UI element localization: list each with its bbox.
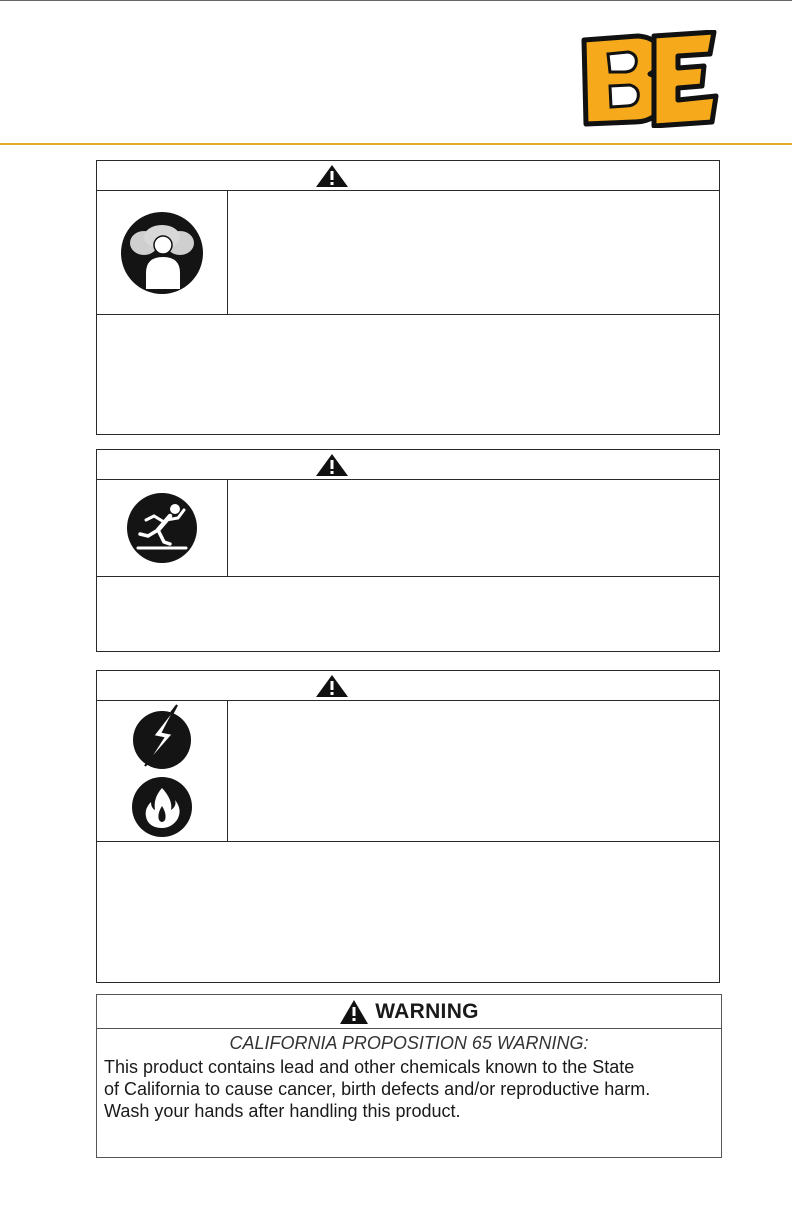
be-logo bbox=[578, 30, 720, 128]
warning-triangle-icon bbox=[315, 164, 349, 188]
warning-box-row bbox=[97, 480, 719, 577]
warning-text-cell bbox=[228, 480, 719, 576]
prop65-header bbox=[97, 995, 721, 1029]
electrical-shock-icon bbox=[131, 704, 193, 770]
slip-hazard-icon bbox=[126, 492, 198, 564]
prop65-subheading: CALIFORNIA PROPOSITION 65 WARNING: bbox=[229, 1033, 589, 1053]
warning-triangle-icon bbox=[315, 674, 349, 698]
icon-cell bbox=[97, 480, 228, 576]
icon-cell bbox=[97, 701, 228, 841]
prop65-heading: WARNING bbox=[375, 999, 479, 1023]
warning-box-shock-fire bbox=[96, 670, 720, 983]
prop65-body bbox=[104, 1056, 721, 1122]
warning-triangle-icon bbox=[339, 999, 369, 1025]
warning-box-header bbox=[97, 161, 719, 191]
top-rule bbox=[0, 0, 792, 1]
prop65-line: of California to cause cancer, birth defects and/or reproductive harm. bbox=[104, 1079, 651, 1099]
icon-cell bbox=[97, 191, 228, 314]
header-divider bbox=[0, 143, 792, 145]
fire-hazard-icon bbox=[131, 776, 193, 838]
warning-box-header bbox=[97, 450, 719, 480]
warning-box-fumes bbox=[96, 160, 720, 435]
warning-text-cell bbox=[228, 701, 719, 841]
warning-box-slip bbox=[96, 449, 720, 652]
warning-triangle-icon bbox=[315, 453, 349, 477]
warning-text-cell bbox=[228, 191, 719, 314]
warning-box-row bbox=[97, 191, 719, 315]
prop65-line: Wash your hands after handling this product. bbox=[104, 1101, 461, 1121]
warning-box-header bbox=[97, 671, 719, 701]
prop65-line: This product contains lead and other chemicals known to the State bbox=[104, 1057, 635, 1077]
hazardous-fumes-icon bbox=[120, 211, 204, 295]
logo-letter-e bbox=[654, 32, 716, 126]
prop65-warning-box bbox=[96, 994, 722, 1158]
warning-box-row bbox=[97, 701, 719, 842]
